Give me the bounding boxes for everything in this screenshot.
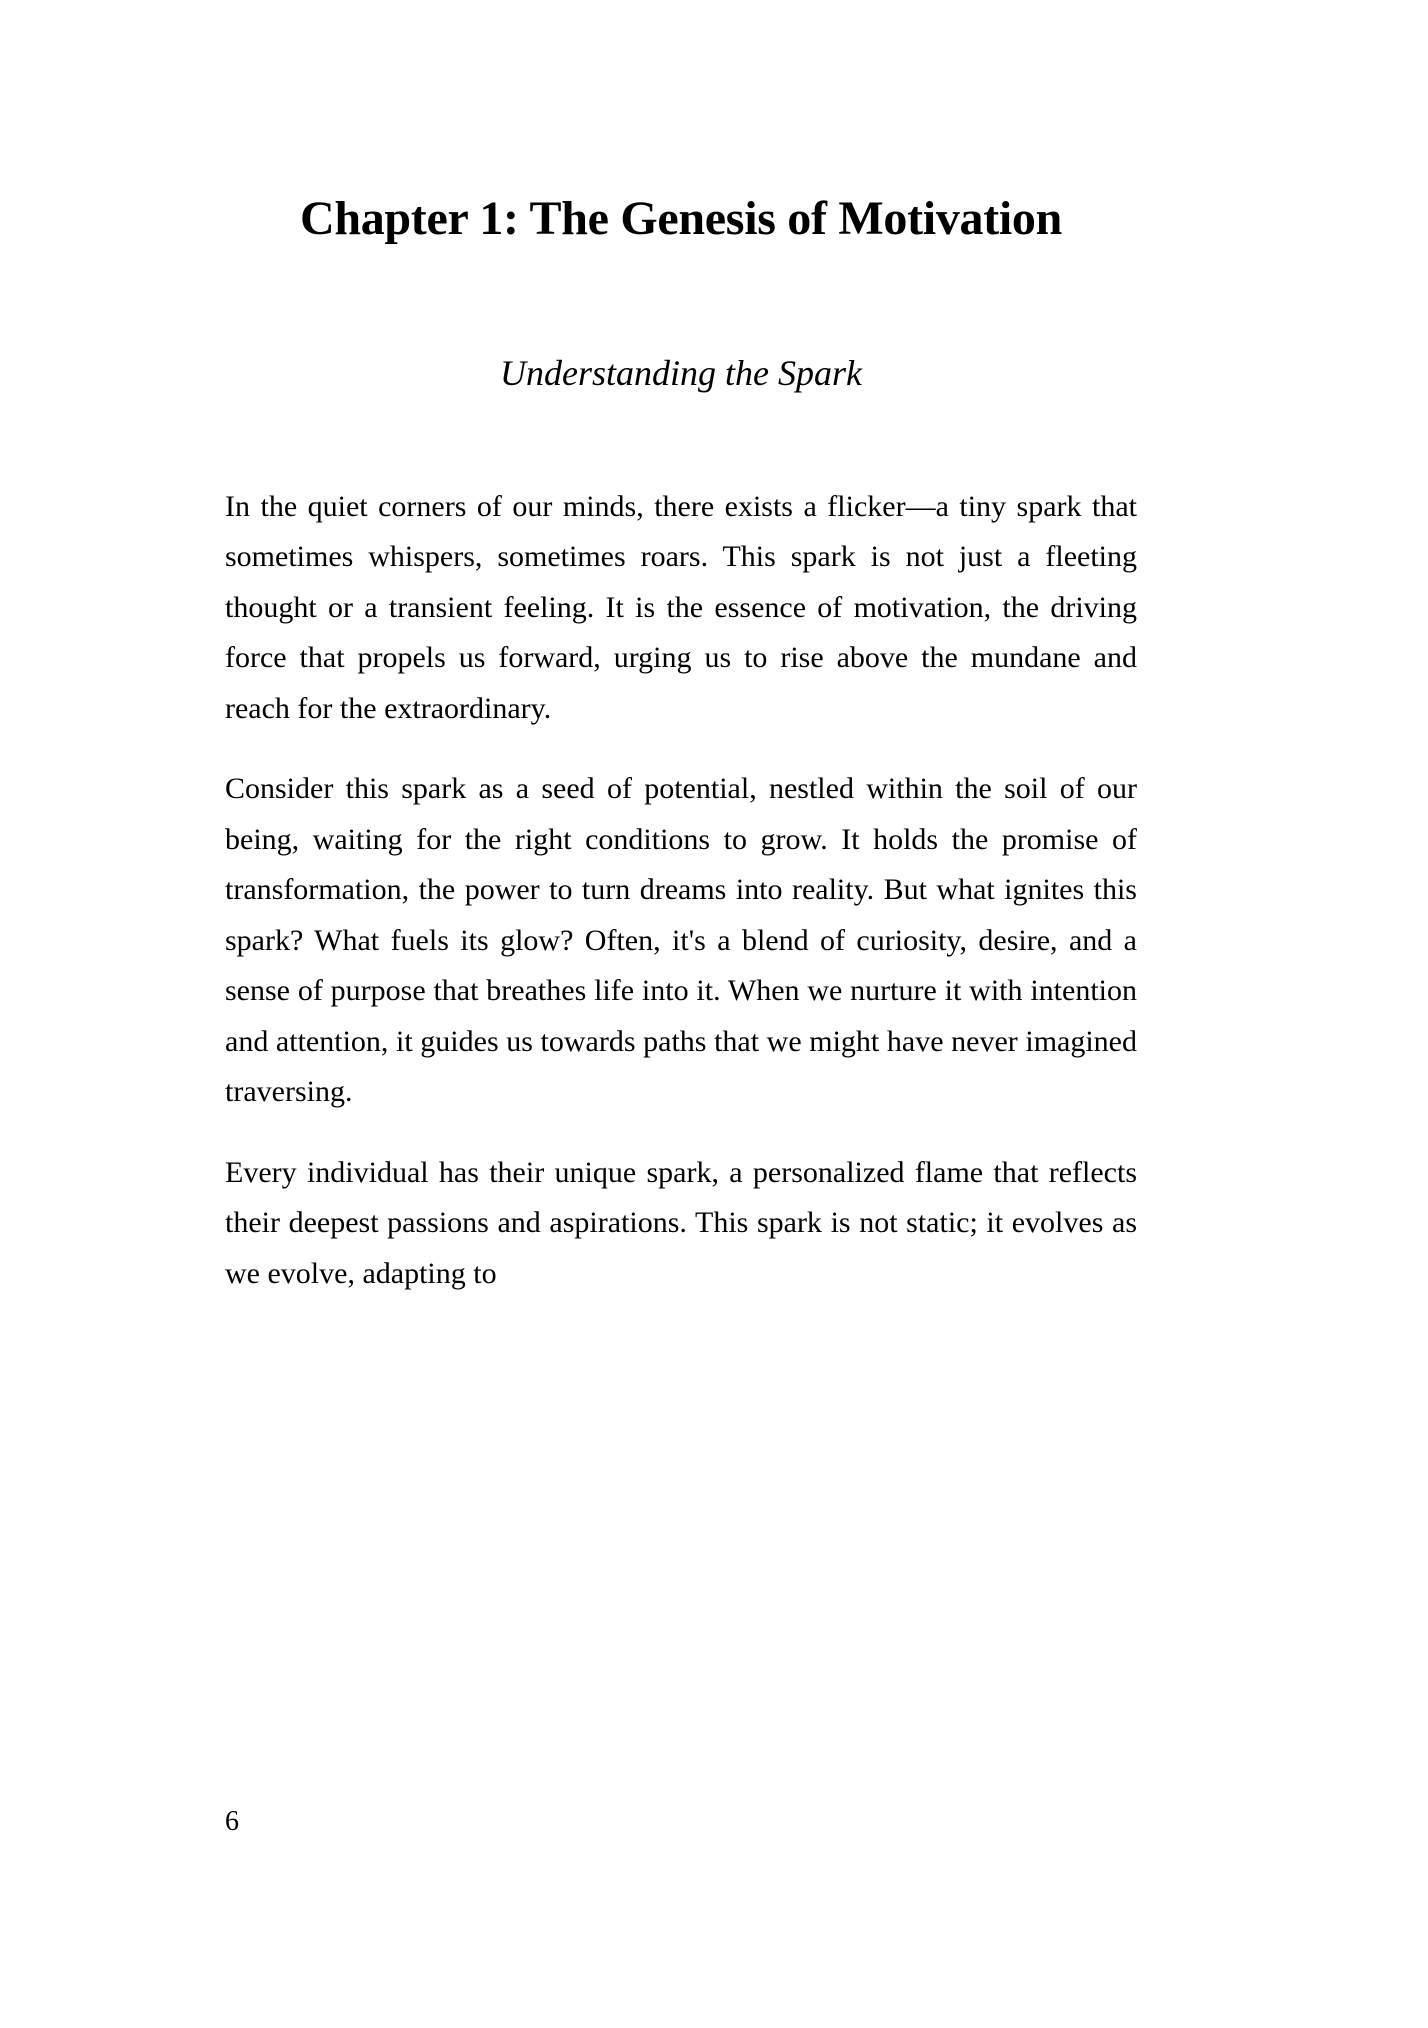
page-number: 6 (225, 1806, 239, 1837)
body-paragraph: In the quiet corners of our minds, there exists a flicker—a tiny spark that sometimes whispers, sometimes roars. This spark is not just a fleeting thought or a transient feeling. It is the essence of motivation, the driving force that propels us forward, urging us to rise above the mundane and reach for the extraordinary. (225, 489, 1137, 725)
chapter-title: Chapter 1: The Genesis of Motivation (299, 192, 1063, 245)
page-content-column (225, 0, 1137, 1299)
body-text-block (225, 396, 1137, 1300)
body-paragraph: Consider this spark as a seed of potential, nestled within the soil of our being, waiting for the right conditions to grow. It holds the promise of transformation, the power to turn dreams into reality. But what ignites this spark? What fuels its glow? Often, it's a blend of curiosity, desire, and a sense of purpose that breathes life into it. When we nurture it with intention and attention, it guides us towards paths that we might have never imagined traversing. (225, 772, 1137, 1109)
section-subtitle: Understanding the Spark (500, 353, 862, 394)
body-paragraph: Every individual has their unique spark, a personalized flame that reflects their deepest passions and aspirations. This spark is not static; it evolves as we evolve, adapting to (225, 1155, 1137, 1290)
